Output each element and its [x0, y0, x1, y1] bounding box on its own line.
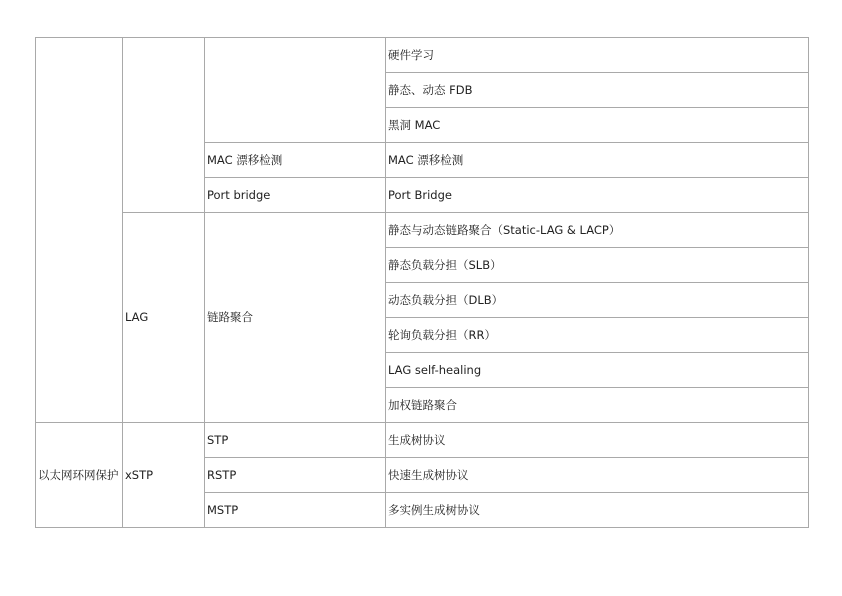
lag-feature-cell: 链路聚合	[205, 213, 386, 423]
table-cell: 加权链路聚合	[386, 388, 809, 423]
table-cell: 静态负载分担（SLB）	[386, 248, 809, 283]
table-cell: 动态负载分担（DLB）	[386, 283, 809, 318]
table-cell: 轮询负载分担（RR）	[386, 318, 809, 353]
table-cell: MAC 漂移检测	[205, 143, 386, 178]
table-cell: Port bridge	[205, 178, 386, 213]
table-cell: Port Bridge	[386, 178, 809, 213]
xstp-cell: xSTP	[123, 423, 205, 528]
table-cell: 快速生成树协议	[386, 458, 809, 493]
table-cell	[123, 38, 205, 213]
table-cell: STP	[205, 423, 386, 458]
table-cell: 静态、动态 FDB	[386, 73, 809, 108]
table-cell: 多实例生成树协议	[386, 493, 809, 528]
feature-table	[35, 37, 809, 528]
table-cell: MAC 漂移检测	[386, 143, 809, 178]
table-cell: RSTP	[205, 458, 386, 493]
table-cell	[36, 38, 123, 423]
table-cell: LAG self-healing	[386, 353, 809, 388]
table-row	[36, 38, 809, 73]
table-cell	[205, 38, 386, 143]
table-cell: 硬件学习	[386, 38, 809, 73]
table-row	[36, 213, 809, 248]
lag-category-cell: LAG	[123, 213, 205, 423]
table-cell: 静态与动态链路聚合（Static-LAG & LACP）	[386, 213, 809, 248]
table-cell: 生成树协议	[386, 423, 809, 458]
table-cell: MSTP	[205, 493, 386, 528]
table-row	[36, 423, 809, 458]
ring-protection-cell: 以太网环网保护	[36, 423, 123, 528]
table-cell: 黑洞 MAC	[386, 108, 809, 143]
